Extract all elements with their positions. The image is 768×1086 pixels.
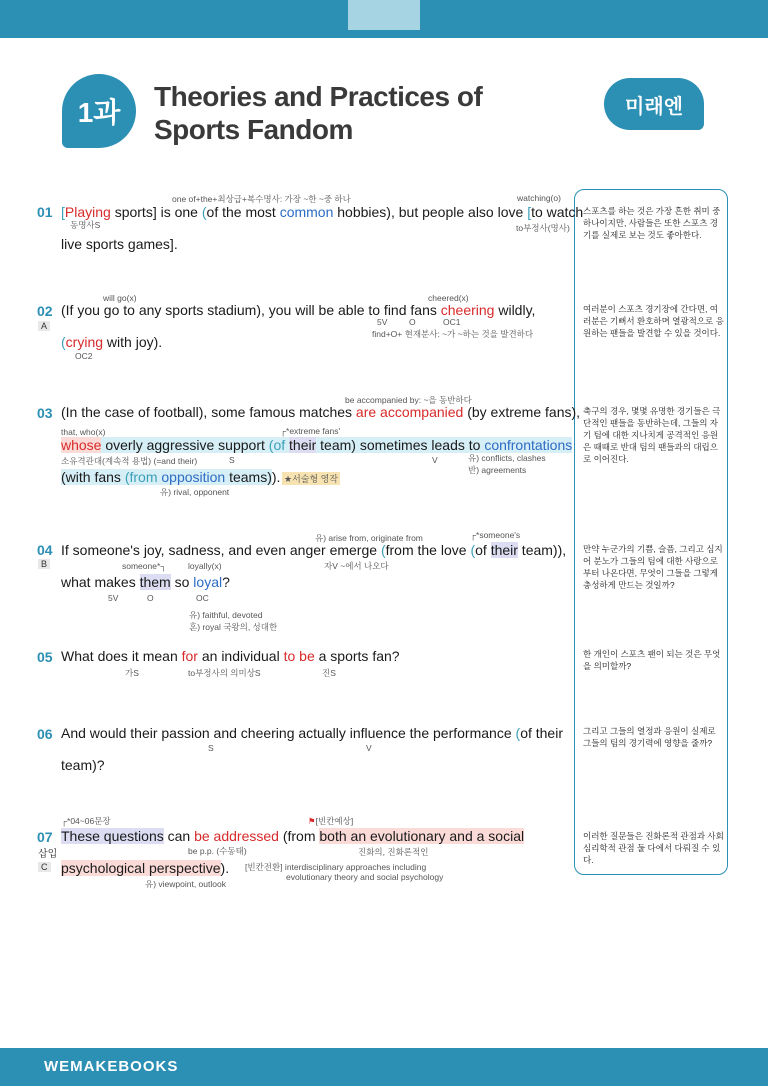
brand-logo: WEMAKEBOOKS [44,1058,179,1075]
lesson-badge: 1과 [62,74,136,148]
annotation: find+O+ 현재분사: ~가 ~하는 것을 발견하다 [372,329,534,339]
annotation: S [208,743,214,753]
annotation: watching(o) [517,193,561,203]
translation: 스포츠를 하는 것은 가장 흔한 취미 중 하나이지만, 사람들은 또한 스포츠 경기를 실제로 보는 것도 좋아한다. [583,206,721,240]
annotation: OC2 [75,351,93,361]
annotation: V [432,455,438,465]
annotation: one of+the+최상급+복수명사: 가장 ~한 ~중 하나 [172,194,351,204]
title-line-2: Sports Fandom [154,114,353,145]
annotation: 5V [377,317,388,327]
tag: A [38,321,50,331]
sentence-line: And would their passion and cheering actually influence the performance (of their [61,725,563,741]
annotation: 소유격관대(계속적 용법) (=and their) [61,456,198,466]
translation: 축구의 경우, 몇몇 유명한 경기들은 극단적인 팬들을 동반하는데, 그들의 자기 팀에 대한 지나치게 공격적인 응원은 때때로 반대 팀의 팬들과의 대립으로 이어진다. [583,406,721,464]
sentence-number: 05 [37,649,53,665]
translation: 여러분이 스포츠 경기장에 간다면, 여러분은 기뻐서 환호하며 열광적으로 응원하는 팬들을 발견할 수 있을 것이다. [583,304,724,338]
translation: 한 개인이 스포츠 팬이 되는 것은 무엇을 의미할까? [583,649,721,671]
annotation: 자V ~에서 나오다 [324,561,389,571]
sentence-number: 07 [37,829,53,845]
flag-icon: ⚑ [308,816,316,826]
sentence-line: [Playing sports] is one (of the most common hobbies), but people also love [to watch [61,204,584,220]
annotation: someone*┐ [122,561,167,571]
tag: C [38,862,51,872]
annotation: [빈칸전환] interdisciplinary approaches including [245,862,427,872]
sentence-number: 01 [37,204,53,220]
sentence-number: 03 [37,405,53,421]
annotation: 반) agreements [468,465,527,475]
translation-panel [574,189,728,875]
annotation: be accompanied by: ~을 동반하다 [345,395,472,405]
sentence-number: 04 [37,542,53,558]
annotation: 동명사S [70,220,101,230]
sentence-line: live sports games]. [61,236,178,252]
publisher-badge: 미래엔 [604,78,704,130]
annotation: 혼) royal 국왕의, 성대한 [189,622,278,632]
annotation: ┌*extreme fans' [280,426,341,436]
sentence-line: team)? [61,757,105,773]
translation: 이러한 질문들은 진화론적 관점과 사회심리학적 관점 둘 다에서 다뤄질 수 있다. [583,831,724,865]
sentence-line: psychological perspective). [61,860,230,876]
annotation: ┌*04~06문장 [61,816,111,826]
annotation: O [409,317,416,327]
annotation: 유) faithful, devoted [189,610,263,620]
tag: 삽입 [38,849,58,860]
annotation: cheered(x) [428,293,469,303]
sentence-line: (If you go to any sports stadium), you will be able to find fans cheering wildly, [61,302,536,318]
sentence-line: whose overly aggressive support (of their team) sometimes leads to confrontations [61,437,573,453]
annotation: V [366,743,372,753]
annotation: will go(x) [103,293,137,303]
translation: 그리고 그들의 열정과 응원이 실제로 그들의 팀의 경기력에 영향을 줄까? [583,726,716,748]
annotation: 5V [108,593,119,603]
sentence-line: These questions can be addressed (from both an evolutionary and a social [61,828,525,844]
sentence-line: what makes them so loyal? [61,574,230,590]
annotation: 유) arise from, originate from [315,533,423,543]
star-badge: ★서술형 영작 [284,474,339,484]
sentence-line: What does it mean for an individual to be a sports fan? [61,648,400,664]
annotation: 진S [322,668,336,678]
sentence-number: 02 [37,303,53,319]
annotation: S [229,455,235,465]
page-title [154,80,482,146]
sentence-line: (In the case of football), some famous matches are accompanied (by extreme fans), [61,404,581,420]
annotation: 가S [125,668,139,678]
annotation: to부정사(명사) [516,223,570,233]
sentence-number: 06 [37,726,53,742]
annotation: 유) rival, opponent [160,487,230,497]
annotation: be p.p. (수동태) [188,846,247,856]
annotation: 진화의, 진화론적인 [358,847,429,857]
annotation: ┌*someone's [470,530,521,540]
annotation: that, who(x) [61,427,106,437]
annotation: O [147,593,154,603]
top-bar-tab [348,0,420,30]
annotation: to부정사의 의미상S [188,668,261,678]
annotation: OC1 [443,317,461,327]
annotation: evolutionary theory and social psychology [286,872,444,882]
title-line-1: Theories and Practices of [154,81,483,112]
tag: B [38,559,50,569]
sentence-line: If someone's joy, sadness, and even anger emerge (from the love (of their team)), [61,542,567,558]
annotation: 유) conflicts, clashes [468,453,546,463]
sentence-line: (with fans (from opposition teams)). [61,469,281,485]
annotation: ⚑[빈칸예상] [308,816,354,826]
annotation: OC [196,593,209,603]
top-bar [0,0,768,38]
sentence-line: (crying with joy). [61,334,163,350]
translation: 만약 누군가의 기쁨, 슬픔, 그리고 심지어 분노가 그들의 팀에 대한 사랑으로부터 나온다면, 무엇이 그들을 그렇게 충성하게 만드는 것일까? [583,544,723,590]
annotation: 유) viewpoint, outlook [145,879,226,889]
annotation: loyally(x) [188,561,222,571]
